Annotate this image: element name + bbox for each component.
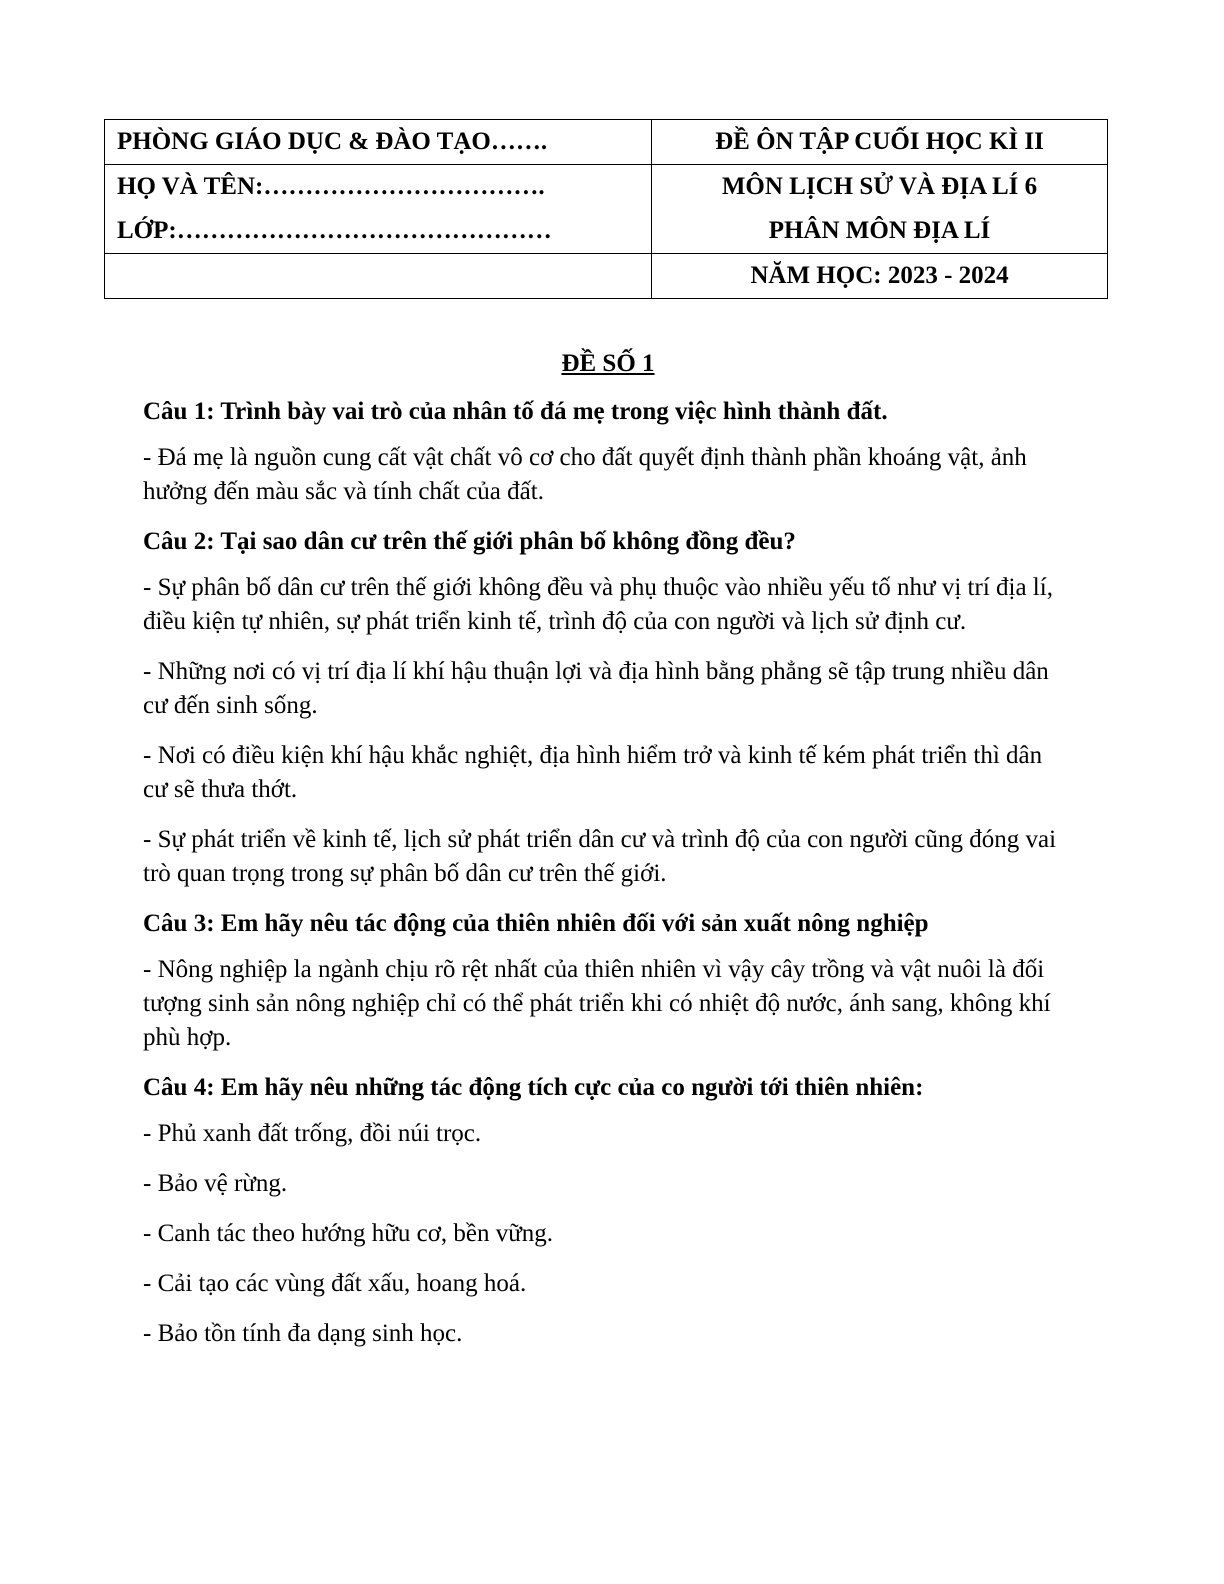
department-cell [105,120,652,165]
subject-cell [652,165,1108,254]
question-4-answer-4: - Cải tạo các vùng đất xấu, hoang hoá. [143,1270,527,1297]
exam-title-cell [652,120,1108,165]
question-2-answer-4: - Sự phát triển về kinh tế, lịch sử phát triển dân cư và trình độ của con người cũng đóng vai trò quan trọng trong sự phân bố dân cư trên thế giới. [143,826,1057,887]
question-4-answer-1: - Phủ xanh đất trống, đồi núi trọc. [143,1120,482,1147]
question-2: Câu 2: Tại sao dân cư trên thế giới phân bố không đồng đều? [143,528,796,555]
subject-label: MÔN LỊCH SỬ VÀ ĐỊA LÍ 6 [721,173,1038,200]
document-title: ĐỀ SỐ 1 [561,350,655,377]
empty-cell [105,254,652,299]
question-1-answer-1: - Đá mẹ là nguồn cung cất vật chất vô cơ cho đất quyết định thành phần khoáng vật, ảnh hưởng đến màu sắc và tính chất của đất. [143,444,1027,505]
student-class-line: LỚP:……………………………………… [117,217,552,244]
sub-subject-label: PHÂN MÔN ĐỊA LÍ [768,217,991,244]
school-year-label: NĂM HỌC: 2023 - 2024 [750,262,1009,289]
document-body [143,344,1073,1367]
question-2-answer-3: - Nơi có điều kiện khí hậu khắc nghiệt, địa hình hiểm trở và kinh tế kém phát triển thì dân cư sẽ thưa thớt. [143,742,1043,803]
question-4-answer-3: - Canh tác theo hướng hữu cơ, bền vững. [143,1220,554,1247]
question-2-answer-2: - Những nơi có vị trí địa lí khí hậu thuận lợi và địa hình bằng phẳng sẽ tập trung nhiều dân cư đến sinh sống. [143,658,1049,719]
question-4-answer-2: - Bảo vệ rừng. [143,1170,288,1197]
question-4-answer-5: - Bảo tồn tính đa dạng sinh học. [143,1320,463,1347]
question-2-answer-1: - Sự phân bố dân cư trên thế giới không đều và phụ thuộc vào nhiều yếu tố như vị trí địa lí, điều kiện tự nhiên, sự phát triển kinh tế, trình độ của con người và lịch sử định cư. [143,574,1053,635]
student-info-cell [105,165,652,254]
question-3: Câu 3: Em hãy nêu tác động của thiên nhiên đối với sản xuất nông nghiệp [143,910,929,937]
exam-header-table [104,119,1108,299]
exam-title: ĐỀ ÔN TẬP CUỐI HỌC KÌ II [715,128,1044,155]
question-4: Câu 4: Em hãy nêu những tác động tích cực của co người tới thiên nhiên: [143,1074,924,1101]
question-1: Câu 1: Trình bày vai trò của nhân tố đá mẹ trong việc hình thành đất. [143,398,888,425]
student-name-line: HỌ VÀ TÊN:……………………………. [117,173,545,200]
school-year-cell [652,254,1108,299]
department-label: PHÒNG GIÁO DỤC & ĐÀO TẠO……. [117,128,548,155]
question-3-answer-1: - Nông nghiệp la ngành chịu rõ rệt nhất của thiên nhiên vì vậy cây trồng và vật nuôi là đối tượng sinh sản nông nghiệp chỉ có thể phát triển khi có nhiệt độ nước, ánh sang, không khí phù hợp. [143,956,1051,1051]
